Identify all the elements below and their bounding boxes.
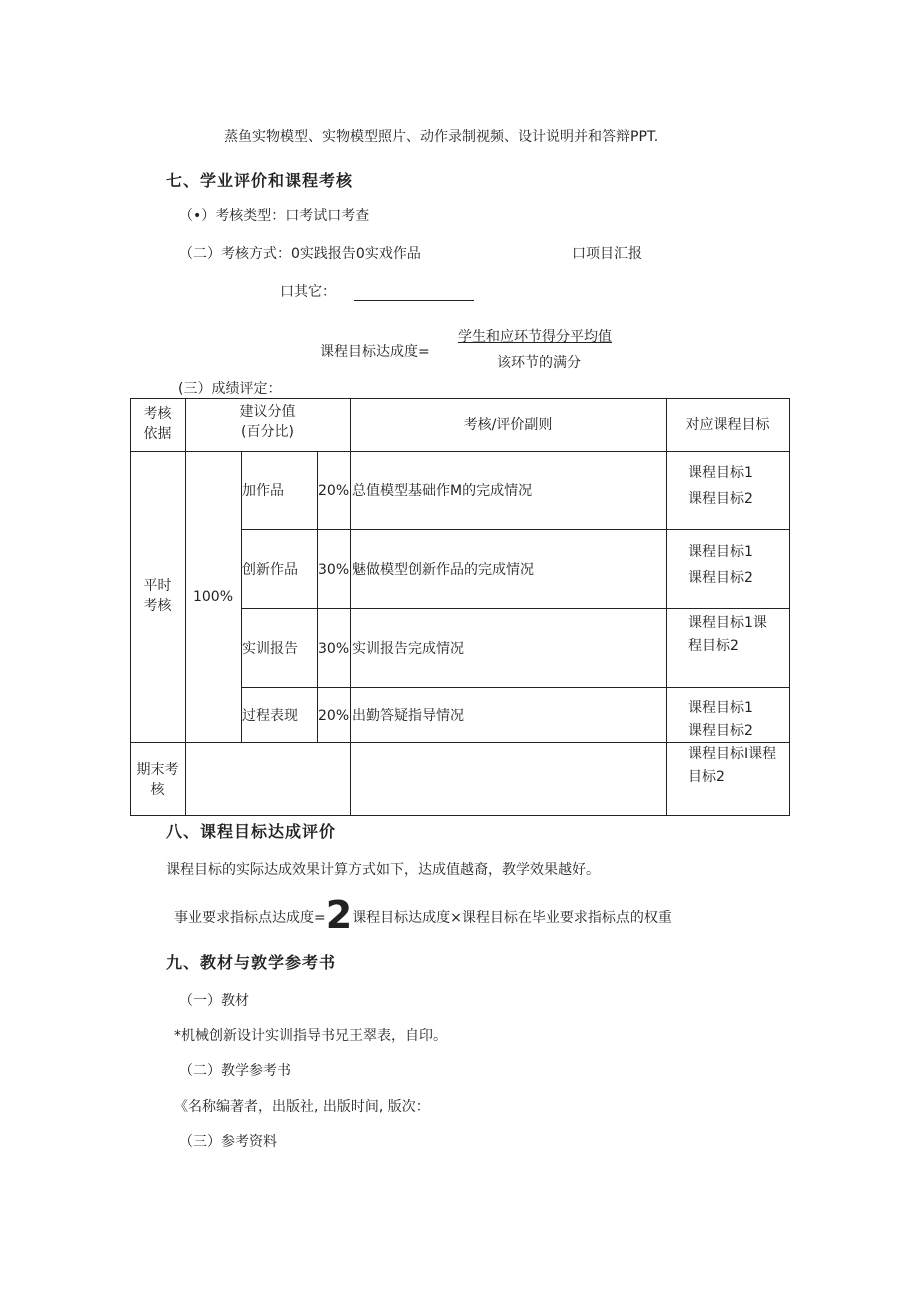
table-row-line <box>241 529 790 530</box>
textbook-item: *机械创新设计实训指导书兄王翠表，自印。 <box>174 1028 447 1044</box>
grading-label: (三）成绩评定： <box>178 381 282 397</box>
header-score: 建议分值 (百分比) <box>239 404 296 440</box>
formula-suffix: 课程目标达成度×课程目标在毕业要求指标点的权重 <box>352 910 672 926</box>
row-goal: 课程目标1 课程目标2 <box>688 544 753 586</box>
reference-book-item: 《名称编著者，出版社, 出版时间, 版次： <box>174 1099 430 1115</box>
final-goal: 课程目标I课程 目标2 <box>688 746 777 785</box>
table-border-top <box>130 398 790 399</box>
section8-title: 八、课程目标达成评价 <box>166 822 337 841</box>
row-pct: 30% <box>318 641 350 657</box>
row-item: 实训报告 <box>242 641 298 657</box>
assessment-method: （二）考核方式：0实践报告0实戏作品 <box>179 246 421 262</box>
row-pct: 20% <box>318 708 350 724</box>
table-header-bottom <box>130 451 790 452</box>
row-desc: 实训报告完成情况 <box>352 641 464 657</box>
assessment-type: （•）考核类型：口考试口考查 <box>179 208 370 224</box>
row-item: 过程表现 <box>242 708 298 724</box>
assessment-method-extra: 口项目汇报 <box>572 246 642 262</box>
row-pct: 30% <box>318 562 350 578</box>
row-pct: 20% <box>318 483 350 499</box>
row-goal: 课程目标1 课程目标2 <box>688 700 753 739</box>
goal-formula-numerator: 学生和应环节得分平均值 <box>458 329 612 345</box>
table-row-line <box>241 608 790 609</box>
row-goal: 课程目标1课 程目标2 <box>688 615 767 654</box>
row-desc: 总值模型基础作M的完成情况 <box>352 483 533 499</box>
other-label: 口其它： <box>280 284 336 300</box>
header-rule: 考核/评价副则 <box>463 417 553 433</box>
formula-prefix: 事业要求指标点达成度= <box>174 910 326 926</box>
row-item: 加作品 <box>242 483 284 499</box>
goal-formula-left: 课程目标达成度= <box>320 344 430 360</box>
textbook-heading: （一）教材 <box>179 993 249 1009</box>
header-goal: 对应课程目标 <box>685 417 770 433</box>
row-desc: 魅做模型创新作品的完成情况 <box>352 562 534 578</box>
header-basis: 考核 依据 <box>143 406 172 442</box>
section8-desc: 课程目标的实际达成效果计算方式如下，达成值越裔，教学效果越好。 <box>166 862 600 878</box>
regular-label: 平时 考核 <box>143 578 172 614</box>
achievement-formula <box>174 893 672 937</box>
table-border-right <box>789 398 790 816</box>
table-border-bottom <box>130 815 790 816</box>
other-blank <box>354 286 474 301</box>
table-col-line <box>185 398 186 816</box>
final-label: 期末考 核 <box>136 762 179 798</box>
row-item: 创新作品 <box>242 562 298 578</box>
row-goal: 课程目标1 课程目标2 <box>688 465 753 507</box>
regular-total: 100% <box>192 589 234 605</box>
goal-formula-denominator: 该环节的满分 <box>497 355 581 371</box>
table-col-line <box>666 398 667 816</box>
reference-material-heading: （三）参考资料 <box>179 1134 277 1150</box>
row-desc: 出勤答疑指导情况 <box>352 708 464 724</box>
section7-title: 七、学业评价和课程考核 <box>166 171 354 190</box>
sigma-symbol: 2 <box>325 893 353 937</box>
assessment-other <box>280 283 474 301</box>
reference-book-heading: （二）教学参考书 <box>179 1063 291 1079</box>
intro-line: 蒸鱼实物模型、实物模型照片、动作录制视频、设计说明并和答辩PPT. <box>224 129 659 145</box>
table-col-line <box>350 398 351 816</box>
section9-title: 九、教材与敦学参考书 <box>166 953 337 972</box>
table-row-line <box>241 687 790 688</box>
